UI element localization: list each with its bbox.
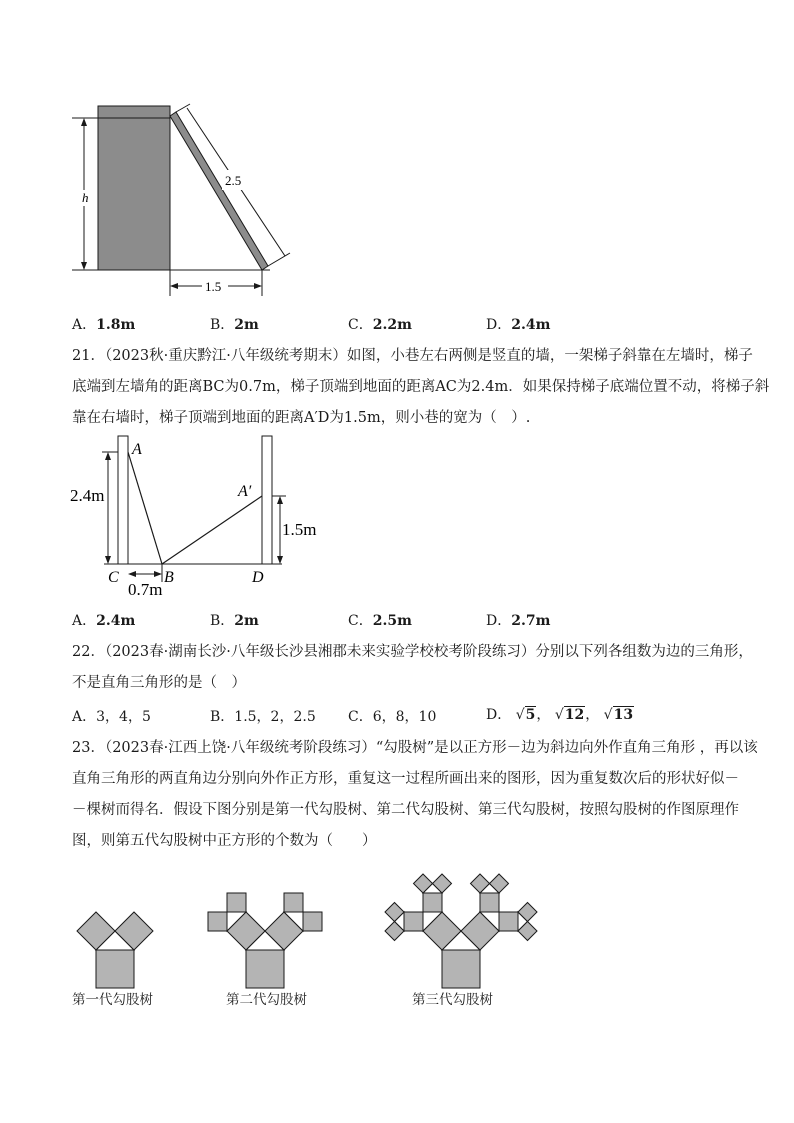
caption-gen-1: 第一代勾股树 [72, 992, 153, 1008]
h-arrow-top [81, 118, 87, 126]
tree-square [480, 893, 499, 912]
tree-square [208, 912, 227, 931]
sqrt-5: √5 [515, 707, 536, 723]
label-h: h [82, 190, 89, 205]
slant-tick-top [176, 104, 190, 112]
tree-square [423, 893, 442, 912]
q23-text-line-4: 图，则第五代勾股树中正方形的个数为（ ） [72, 833, 377, 849]
q21-text-line-2: 底端到左墙角的距离BC为0.7m，梯子顶端到地面的距离AC为2.4m．如果保持梯子底端位置不动，将梯子斜 [72, 379, 770, 395]
q23-text-line-1: 23．（2023春·江西上饶·八年级统考阶段练习）“勾股树”是以正方形－边为斜边向外作直角三角形 ，再以该 [72, 740, 758, 756]
q20-option-a[interactable]: A．1.8m [72, 317, 136, 333]
ladder [170, 112, 268, 270]
label-0-7m: 0.7m [128, 580, 163, 599]
q20-figure [70, 98, 300, 300]
caption-gen-2: 第二代勾股树 [226, 992, 307, 1008]
base-arrow-left [170, 283, 178, 289]
q21-option-c[interactable]: C．2.5m [348, 613, 412, 629]
q21-option-a[interactable]: A．2.4m [72, 613, 136, 629]
tree-square [246, 950, 284, 988]
sqrt-13: √13 [603, 707, 634, 723]
q23-text-line-2: 直角三角形的两直角边分别向外作正方形，重复这一过程所画出来的图形，因为重复数次后的形状好似－ [72, 771, 739, 787]
left-wall [118, 436, 128, 564]
pythagoras-tree-gen-3 [368, 848, 538, 990]
label-base: 1.5 [205, 279, 222, 294]
cb-arrow-left [128, 571, 136, 577]
ac-arrow-bottom [105, 556, 111, 564]
tree-square [499, 912, 518, 931]
slant-tick-bottom [268, 253, 290, 266]
q22-option-c[interactable]: C．6，8，10 [348, 709, 437, 725]
q23-text-line-3: －棵树而得名．假设下图分别是第一代勾股树、第二代勾股树、第三代勾股树，按照勾股树的作图原理作 [72, 802, 739, 818]
label-point-c: C [108, 569, 119, 586]
q20-option-d[interactable]: D．2.4m [486, 317, 551, 333]
right-wall [262, 436, 272, 564]
q20-option-c[interactable]: C．2.2m [348, 317, 412, 333]
ad-arrow-top [277, 496, 283, 504]
q22-option-d[interactable]: D． √5， √12， √13 [486, 707, 634, 723]
base-arrow-right [254, 283, 262, 289]
tree-square [96, 950, 134, 988]
label-point-a: A [132, 441, 142, 458]
ac-arrow-top [105, 452, 111, 460]
q20-option-b[interactable]: B．2m [210, 317, 259, 333]
label-point-b: B [164, 569, 174, 586]
q21-text-line-3: 靠在右墙时，梯子顶端到地面的距离A′D为1.5m，则小巷的宽为（ ）. [72, 410, 531, 426]
tree-square [303, 912, 322, 931]
ladder-left [128, 452, 162, 564]
sqrt-12: √12 [554, 707, 585, 723]
q22-option-b[interactable]: B．1.5，2，2.5 [210, 709, 316, 725]
ad-arrow-bottom [277, 556, 283, 564]
tree-square [284, 893, 303, 912]
wall-body [98, 118, 170, 270]
ladder-right [162, 496, 262, 564]
q22-text-line-1: 22．（2023春·湖南长沙·八年级长沙县湘郡未来实验学校校考阶段练习）分别以下列各组数为边的三角形， [72, 644, 753, 660]
pythagoras-tree-gen-1 [70, 890, 170, 990]
h-arrow-bottom [81, 262, 87, 270]
cb-arrow-right [154, 571, 162, 577]
q21-text-line-1: 21．（2023秋·重庆黔江·八年级统考期末）如图，小巷左右两侧是竖直的墙，一架梯子斜靠在左墙时，梯子 [72, 348, 753, 364]
label-1-5m: 1.5m [282, 520, 317, 539]
q22-option-a[interactable]: A．3，4，5 [72, 709, 151, 725]
q21-option-b[interactable]: B．2m [210, 613, 259, 629]
label-point-a-prime: A′ [238, 483, 252, 500]
tree-square [227, 893, 246, 912]
label-point-d: D [252, 569, 264, 586]
tree-square [442, 950, 480, 988]
pythagoras-tree-gen-2 [196, 872, 336, 990]
label-slant: 2.5 [225, 173, 242, 188]
caption-gen-3: 第三代勾股树 [412, 992, 493, 1008]
label-2-4m: 2.4m [70, 486, 105, 505]
q22-text-line-2: 不是直角三角形的是（ ） [72, 675, 246, 691]
q21-option-d[interactable]: D．2.7m [486, 613, 551, 629]
q21-figure [68, 432, 328, 602]
tree-square [404, 912, 423, 931]
